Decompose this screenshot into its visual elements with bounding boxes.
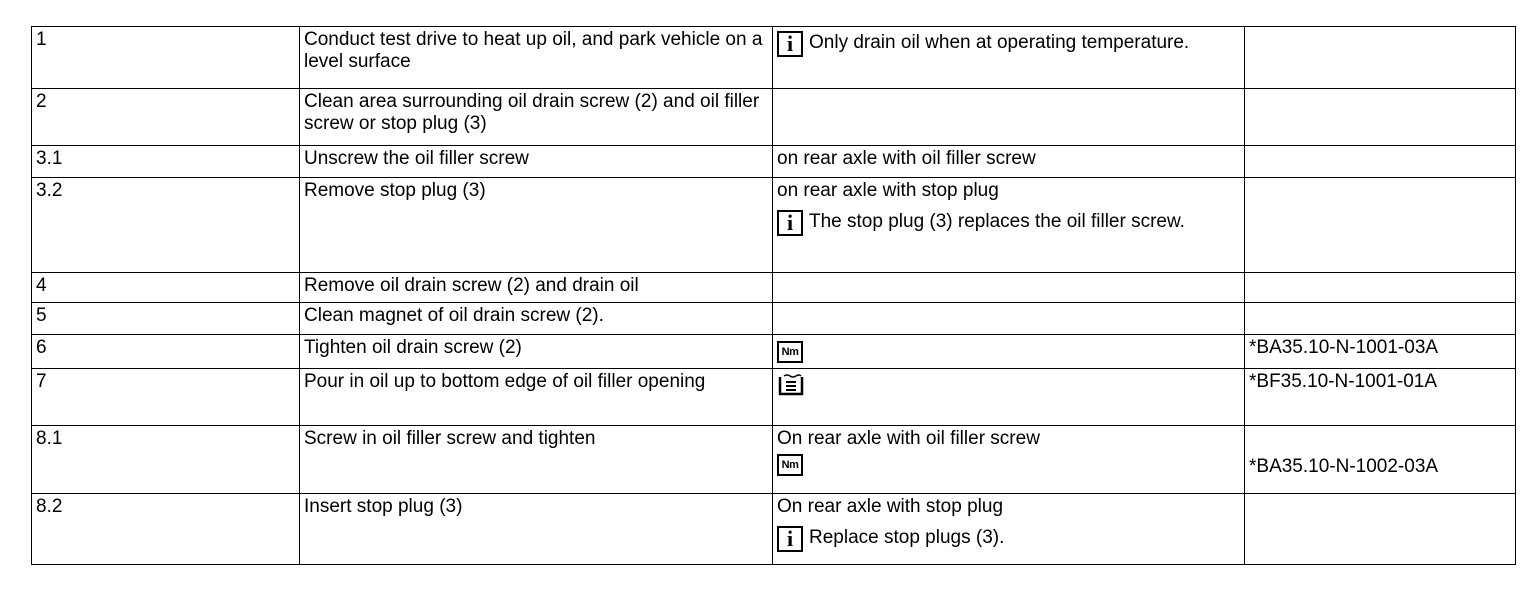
- step-reference: [1245, 303, 1516, 335]
- step-reference: [1245, 178, 1516, 273]
- table-row: [32, 89, 1516, 146]
- info-icon: i: [777, 31, 803, 57]
- step-number: 5: [32, 303, 300, 335]
- step-action: Clean magnet of oil drain screw (2).: [300, 303, 773, 335]
- info-icon: i: [777, 526, 803, 552]
- step-note: [773, 273, 1245, 303]
- table-row: [32, 369, 1516, 426]
- step-info: The stop plug (3) replaces the oil filler screw.: [809, 211, 1185, 232]
- table-row: [32, 146, 1516, 178]
- step-note: on rear axle with oil filler screw: [773, 146, 1245, 178]
- info-line: [777, 524, 1240, 552]
- step-action: Insert stop plug (3): [300, 494, 773, 565]
- table-row: [32, 178, 1516, 273]
- step-number: 4: [32, 273, 300, 303]
- table-row: [32, 303, 1516, 335]
- step-number: 3.1: [32, 146, 300, 178]
- step-note: On rear axle with oil filler screw: [777, 428, 1040, 449]
- step-number: 1: [32, 27, 300, 89]
- step-reference-cell: [1245, 426, 1516, 494]
- step-action: Unscrew the oil filler screw: [300, 146, 773, 178]
- info-icon: i: [777, 210, 803, 236]
- step-action: Tighten oil drain screw (2): [300, 335, 773, 369]
- step-reference: [1245, 273, 1516, 303]
- torque-nm-icon: Nm: [777, 341, 803, 363]
- step-action: Clean area surrounding oil drain screw (2) and oil filler screw or stop plug (3): [300, 89, 773, 146]
- step-reference: [1245, 146, 1516, 178]
- step-reference: *BF35.10-N-1001-01A: [1245, 369, 1516, 426]
- step-number: 8.1: [32, 426, 300, 494]
- table-row: [32, 494, 1516, 565]
- info-line: [777, 208, 1240, 236]
- step-number: 8.2: [32, 494, 300, 565]
- step-reference: [1245, 89, 1516, 146]
- step-action: Remove stop plug (3): [300, 178, 773, 273]
- step-info: Replace stop plugs (3).: [809, 527, 1005, 548]
- step-reference: [1245, 494, 1516, 565]
- step-number: 2: [32, 89, 300, 146]
- table-row: [32, 273, 1516, 303]
- step-note-cell: [773, 426, 1245, 494]
- step-note: on rear axle with stop plug: [777, 180, 999, 201]
- step-action: Screw in oil filler screw and tighten: [300, 426, 773, 494]
- step-note: Only drain oil when at operating temperature.: [809, 32, 1190, 53]
- step-action: Conduct test drive to heat up oil, and park vehicle on a level surface: [300, 27, 773, 89]
- step-action: Pour in oil up to bottom edge of oil filler opening: [300, 369, 773, 426]
- step-number: 6: [32, 335, 300, 369]
- oil-fill-icon: [777, 373, 805, 397]
- step-note-cell: [773, 335, 1245, 369]
- step-reference: [1245, 27, 1516, 89]
- torque-nm-icon: Nm: [777, 454, 803, 476]
- table-row: [32, 335, 1516, 369]
- step-reference: *BA35.10-N-1001-03A: [1245, 335, 1516, 369]
- step-note-cell: [773, 369, 1245, 426]
- step-note-cell: [773, 27, 1245, 89]
- table-row: [32, 27, 1516, 89]
- procedure-table: [31, 26, 1516, 565]
- step-note: On rear axle with stop plug: [777, 496, 1004, 517]
- step-note-cell: [773, 178, 1245, 273]
- step-number: 3.2: [32, 178, 300, 273]
- step-note-cell: [773, 494, 1245, 565]
- step-number: 7: [32, 369, 300, 426]
- step-note: [773, 303, 1245, 335]
- spacer: [1249, 428, 1511, 456]
- step-reference: *BA35.10-N-1002-03A: [1249, 456, 1439, 477]
- step-note: [773, 89, 1245, 146]
- table-row: [32, 426, 1516, 494]
- step-action: Remove oil drain screw (2) and drain oil: [300, 273, 773, 303]
